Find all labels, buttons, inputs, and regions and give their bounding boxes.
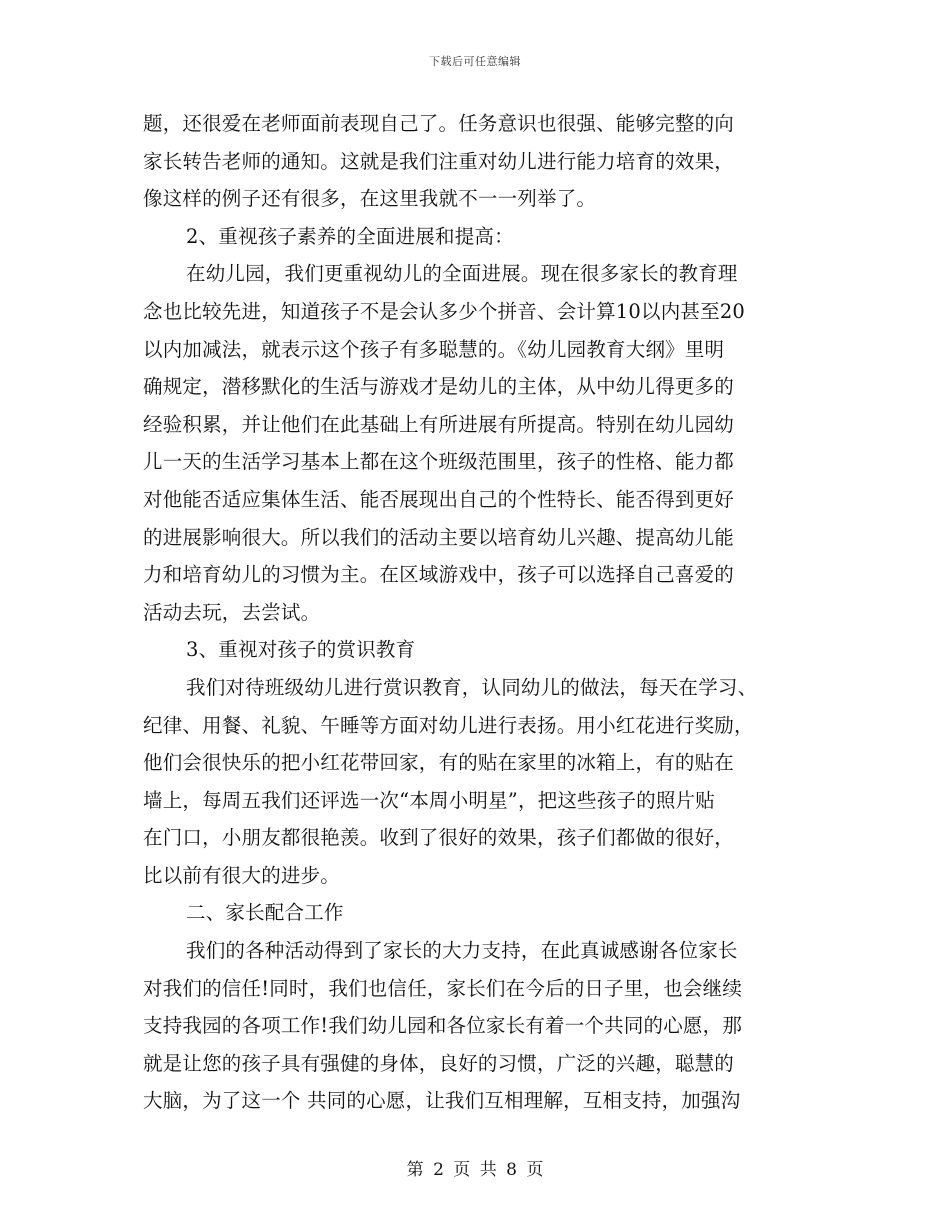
paragraph-line: 比以前有很大的进步。 (143, 863, 341, 887)
section-heading: 2、重视孩子素养的全面进展和提高： (186, 224, 514, 248)
paragraph-line: 纪律、用餐、礼貌、午睡等方面对幼儿进行表扬。用小红花进行奖励， (143, 713, 754, 737)
paragraph-line: 他们会很快乐的把小红花带回家，有的贴在家里的冰箱上，有的贴在 (143, 751, 735, 775)
paragraph-line: 我们对待班级幼儿进行赏识教育，认同幼儿的做法，每天在学习、 (186, 675, 758, 699)
paragraph-line: 力和培育幼儿的习惯为主。在区域游戏中，孩子可以选择自己喜爱的 (143, 563, 735, 587)
section-heading: 二、家长配合工作 (186, 901, 344, 925)
paragraph-line: 支持我园的各项工作!我们幼儿园和各位家长有着一个共同的心愿，那 (143, 1014, 743, 1038)
paragraph-line: 墙上，每周五我们还评选一次“本周小明星”，把这些孩子的照片贴 (143, 788, 715, 812)
paragraph-line: 念也比较先进，知道孩子不是会认多少个拼音、会计算10以内甚至20 (143, 299, 746, 323)
paragraph-line: 大脑，为了这一个 共同的心愿，让我们互相理解，互相支持，加强沟 (143, 1089, 741, 1113)
paragraph-line: 我们的各种活动得到了家长的大力支持，在此真诚感谢各位家长 (186, 939, 738, 963)
document-body (143, 105, 813, 1120)
paragraph-line: 经验积累，并让他们在此基础上有所进展有所提高。特别在幼儿园幼 (143, 412, 735, 436)
paragraph-line: 对我们的信任!同时，我们也信任，家长们在今后的日子里，也会继续 (143, 976, 743, 1000)
paragraph-line: 以内加减法，就表示这个孩子有多聪慧的。《幼儿园教育大纲》里明 (143, 337, 725, 361)
paragraph-line: 就是让您的孩子具有强健的身体，良好的习惯，广泛的兴趣，聪慧的 (143, 1051, 735, 1075)
page-number: 第 2 页 共 8 页 (406, 1160, 544, 1180)
paragraph-line: 家长转告老师的通知。这就是我们注重对幼儿进行能力培育的效果， (143, 149, 735, 173)
section-heading: 3、重视对孩子的赏识教育 (186, 638, 416, 662)
paragraph-line: 像这样的例子还有很多，在这里我就不一一列举了。 (143, 187, 597, 211)
paragraph-line: 确规定，潜移默化的生活与游戏才是幼儿的主体，从中幼儿得更多的 (143, 375, 735, 399)
paragraph-line: 在门口，小朋友都很艳羡。收到了很好的效果，孩子们都做的很好， (143, 826, 735, 850)
paragraph-line: 题，还很爱在老师面前表现自己了。任务意识也很强、能够完整的向 (143, 112, 735, 135)
page-header-note: 下载后可任意编辑 (429, 55, 521, 68)
paragraph-line: 在幼儿园，我们更重视幼儿的全面进展。现在很多家长的教育理 (186, 262, 738, 286)
paragraph-line: 对他能否适应集体生活、能否展现出自己的个性特长、能否得到更好 (143, 487, 735, 511)
paragraph-line: 的进展影响很大。所以我们的活动主要以培育幼儿兴趣、提高幼儿能 (143, 525, 735, 549)
paragraph-line: 活动去玩，去尝试。 (143, 600, 321, 624)
paragraph-line: 儿一天的生活学习基本上都在这个班级范围里，孩子的性格、能力都 (143, 450, 735, 474)
